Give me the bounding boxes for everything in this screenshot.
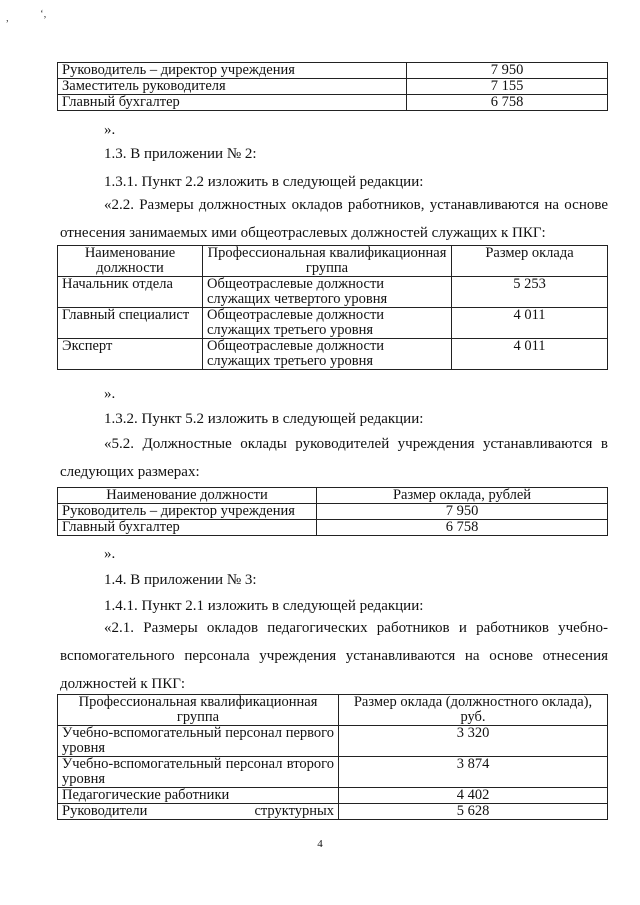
table-row: [58, 63, 608, 79]
paragraph-5-2: «5.2. Должностные оклады руководителей учреждения устанавливаются в следующих размерах:: [60, 436, 608, 480]
table-row: [58, 788, 608, 804]
table-cell: 4 011: [452, 308, 608, 339]
page-number: 4: [317, 838, 323, 850]
table-cell: 6 758: [407, 95, 608, 111]
table-head-salaries: [57, 62, 608, 111]
table-cell: 4 011: [452, 339, 608, 370]
table-cell: Руководители структурных: [58, 804, 339, 820]
column-header: Профессиональная квалификационная группа: [203, 246, 452, 277]
table-cell: Руководитель – директор учреждения: [58, 63, 407, 79]
table-cell: Главный бухгалтер: [58, 520, 317, 536]
table-cell: Главный специалист: [58, 308, 203, 339]
table-cell: 7 950: [317, 504, 608, 520]
table-cell: Общеотраслевые должности служащих третьего уровня: [203, 339, 452, 370]
column-header: Наименование должности: [58, 246, 203, 277]
table-cell: Педагогические работники: [58, 788, 339, 804]
table-row: [58, 277, 608, 308]
paragraph-1-3-2: 1.3.2. Пункт 5.2 изложить в следующей редакции:: [104, 411, 424, 427]
table-row: [58, 79, 608, 95]
column-header: Профессиональная квалификационная группа: [58, 695, 339, 726]
table-row: [58, 504, 608, 520]
table-management-salaries: [57, 487, 608, 536]
closing-quote: ».: [104, 122, 116, 138]
table-pkg-salaries: [57, 245, 608, 370]
paragraph-1-4-1: 1.4.1. Пункт 2.1 изложить в следующей редакции:: [104, 598, 424, 614]
stray-mark: ,: [6, 12, 9, 24]
table-cell: Заместитель руководителя: [58, 79, 407, 95]
table-cell: Общеотраслевые должности служащих четвертого уровня: [203, 277, 452, 308]
table-header-row: [58, 246, 608, 277]
column-header: Размер оклада: [452, 246, 608, 277]
table-cell: 5 253: [452, 277, 608, 308]
paragraph-1-3: 1.3. В приложении № 2:: [104, 146, 257, 162]
table-cell: Учебно-вспомогательный персонал первого уровня: [58, 726, 339, 757]
paragraph-1-4: 1.4. В приложении № 3:: [104, 572, 257, 588]
column-header: Размер оклада, рублей: [317, 488, 608, 504]
table-row: [58, 520, 608, 536]
table-cell: 7 155: [407, 79, 608, 95]
table-cell: Начальник отдела: [58, 277, 203, 308]
table-cell: 5 628: [339, 804, 608, 820]
table-row: [58, 95, 608, 111]
table-row: [58, 726, 608, 757]
paragraph-2-1: «2.1. Размеры окладов педагогических работников и работников учебно-вспомогательного персонала учреждения устанавливаются на основе отнесения должностей к ПКГ:: [60, 620, 608, 692]
table-cell: Общеотраслевые должности служащих третьего уровня: [203, 308, 452, 339]
column-header: Наименование должности: [58, 488, 317, 504]
table-cell: 4 402: [339, 788, 608, 804]
table-cell: Учебно-вспомогательный персонал второго уровня: [58, 757, 339, 788]
stray-mark: ‘,: [40, 8, 47, 20]
table-row: [58, 757, 608, 788]
table-cell: 3 320: [339, 726, 608, 757]
table-cell: 6 758: [317, 520, 608, 536]
closing-quote: ».: [104, 546, 116, 562]
table-cell: Главный бухгалтер: [58, 95, 407, 111]
table-header-row: [58, 695, 608, 726]
table-row: [58, 308, 608, 339]
paragraph-2-2: «2.2. Размеры должностных окладов работников, устанавливаются на основе отнесения занимаемых ими общеотраслевых должностей служащих к ПКГ:: [60, 197, 608, 241]
table-cell: Эксперт: [58, 339, 203, 370]
table-header-row: [58, 488, 608, 504]
paragraph-1-3-1: 1.3.1. Пункт 2.2 изложить в следующей редакции:: [104, 174, 424, 190]
table-cell: Руководитель – директор учреждения: [58, 504, 317, 520]
table-pedagogical-salaries: [57, 694, 608, 820]
table-cell: 7 950: [407, 63, 608, 79]
column-header: Размер оклада (должностного оклада), руб.: [339, 695, 608, 726]
closing-quote: ».: [104, 386, 116, 402]
table-row: [58, 804, 608, 820]
table-row: [58, 339, 608, 370]
table-cell: 3 874: [339, 757, 608, 788]
